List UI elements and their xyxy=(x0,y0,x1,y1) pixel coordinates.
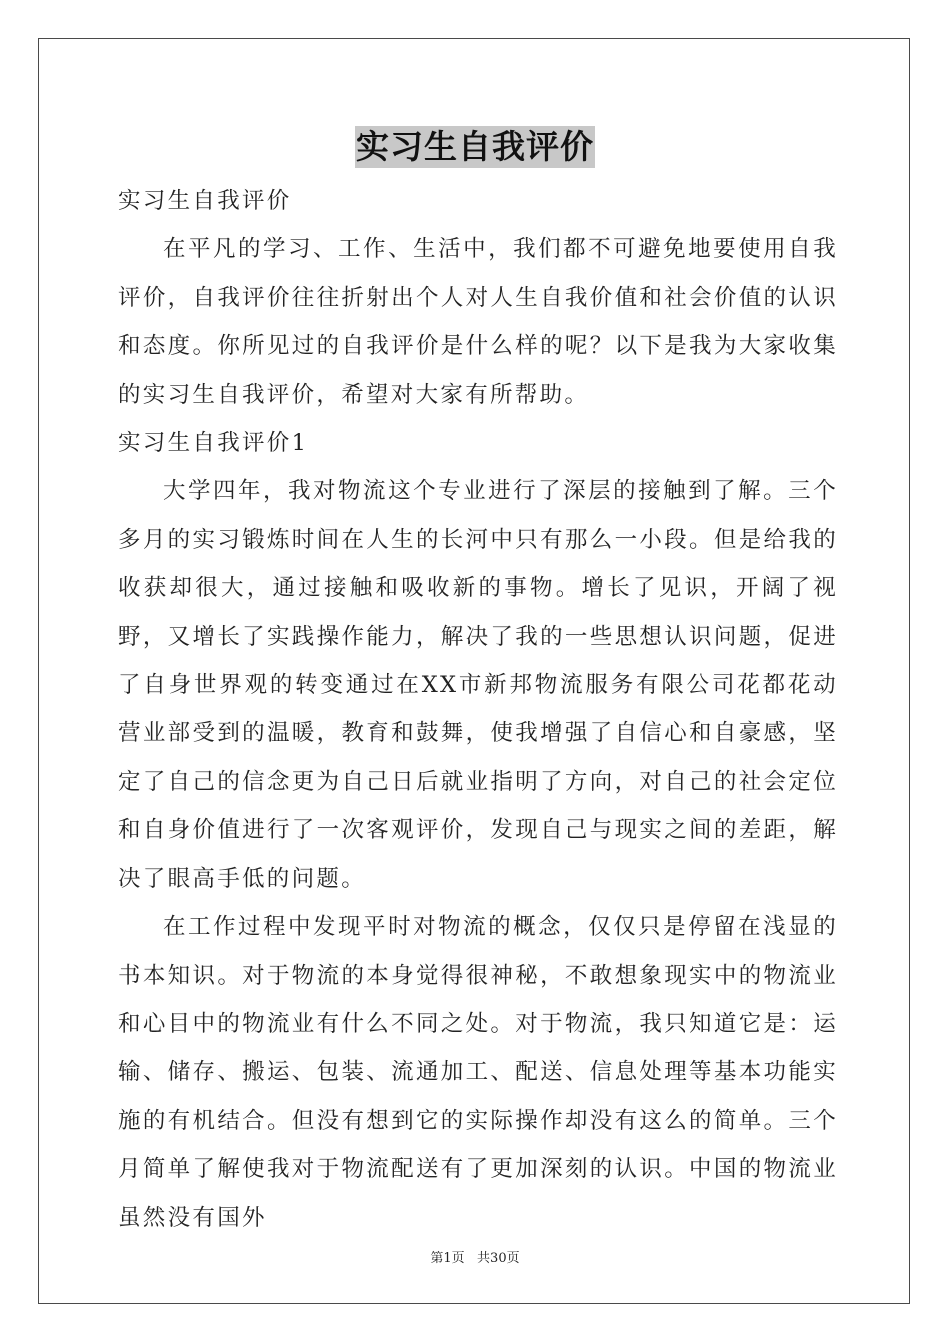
subtitle-paragraph: 实习生自我评价 xyxy=(118,188,292,214)
page-number-footer: 第1页 共30页 xyxy=(430,1251,520,1266)
section-heading: 实习生自我评价1 xyxy=(118,430,309,457)
document-title: 实习生自我评价 xyxy=(356,127,594,166)
document-body xyxy=(118,177,838,1242)
body-paragraph: 大学四年，我对物流这个专业进行了深层的接触到了解。三个多月的实习锻炼时间在人生的长河中只有那么一小段。但是给我的收获却很大，通过接触和吸收新的事物。增长了见识，开阔了视野，又增长了实践操作能力，解决了我的一些思想认识问题，促进了自身世界观的转变通过在XX市新邦物流服务有限公司花都花动营业部受到的温暖，教育和鼓舞，使我增强了自信心和自豪感，坚定了自己的信念更为自己日后就业指明了方向，对自己的社会定位和自身价值进行了一次客观评价，发现自己与现实之间的差距，解决了眼高手低的问题。 xyxy=(118,478,838,892)
intro-paragraph: 在平凡的学习、工作、生活中，我们都不可避免地要使用自我评价，自我评价往往折射出个人对人生自我价值和社会价值的认识和态度。你所见过的自我评价是什么样的呢？以下是我为大家收集的实习生自我评价，希望对大家有所帮助。 xyxy=(118,236,838,408)
body-paragraph: 在工作过程中发现平时对物流的概念，仅仅只是停留在浅显的书本知识。对于物流的本身觉得很神秘，不敢想象现实中的物流业和心目中的物流业有什么不同之处。对于物流，我只知道它是：运输、储存、搬运、包装、流通加工、配送、信息处理等基本功能实施的有机结合。但没有想到它的实际操作却没有这么的简单。三个月简单了解使我对于物流配送有了更加深刻的认识。中国的物流业虽然没有国外 xyxy=(118,914,838,1231)
title-container xyxy=(0,126,950,168)
